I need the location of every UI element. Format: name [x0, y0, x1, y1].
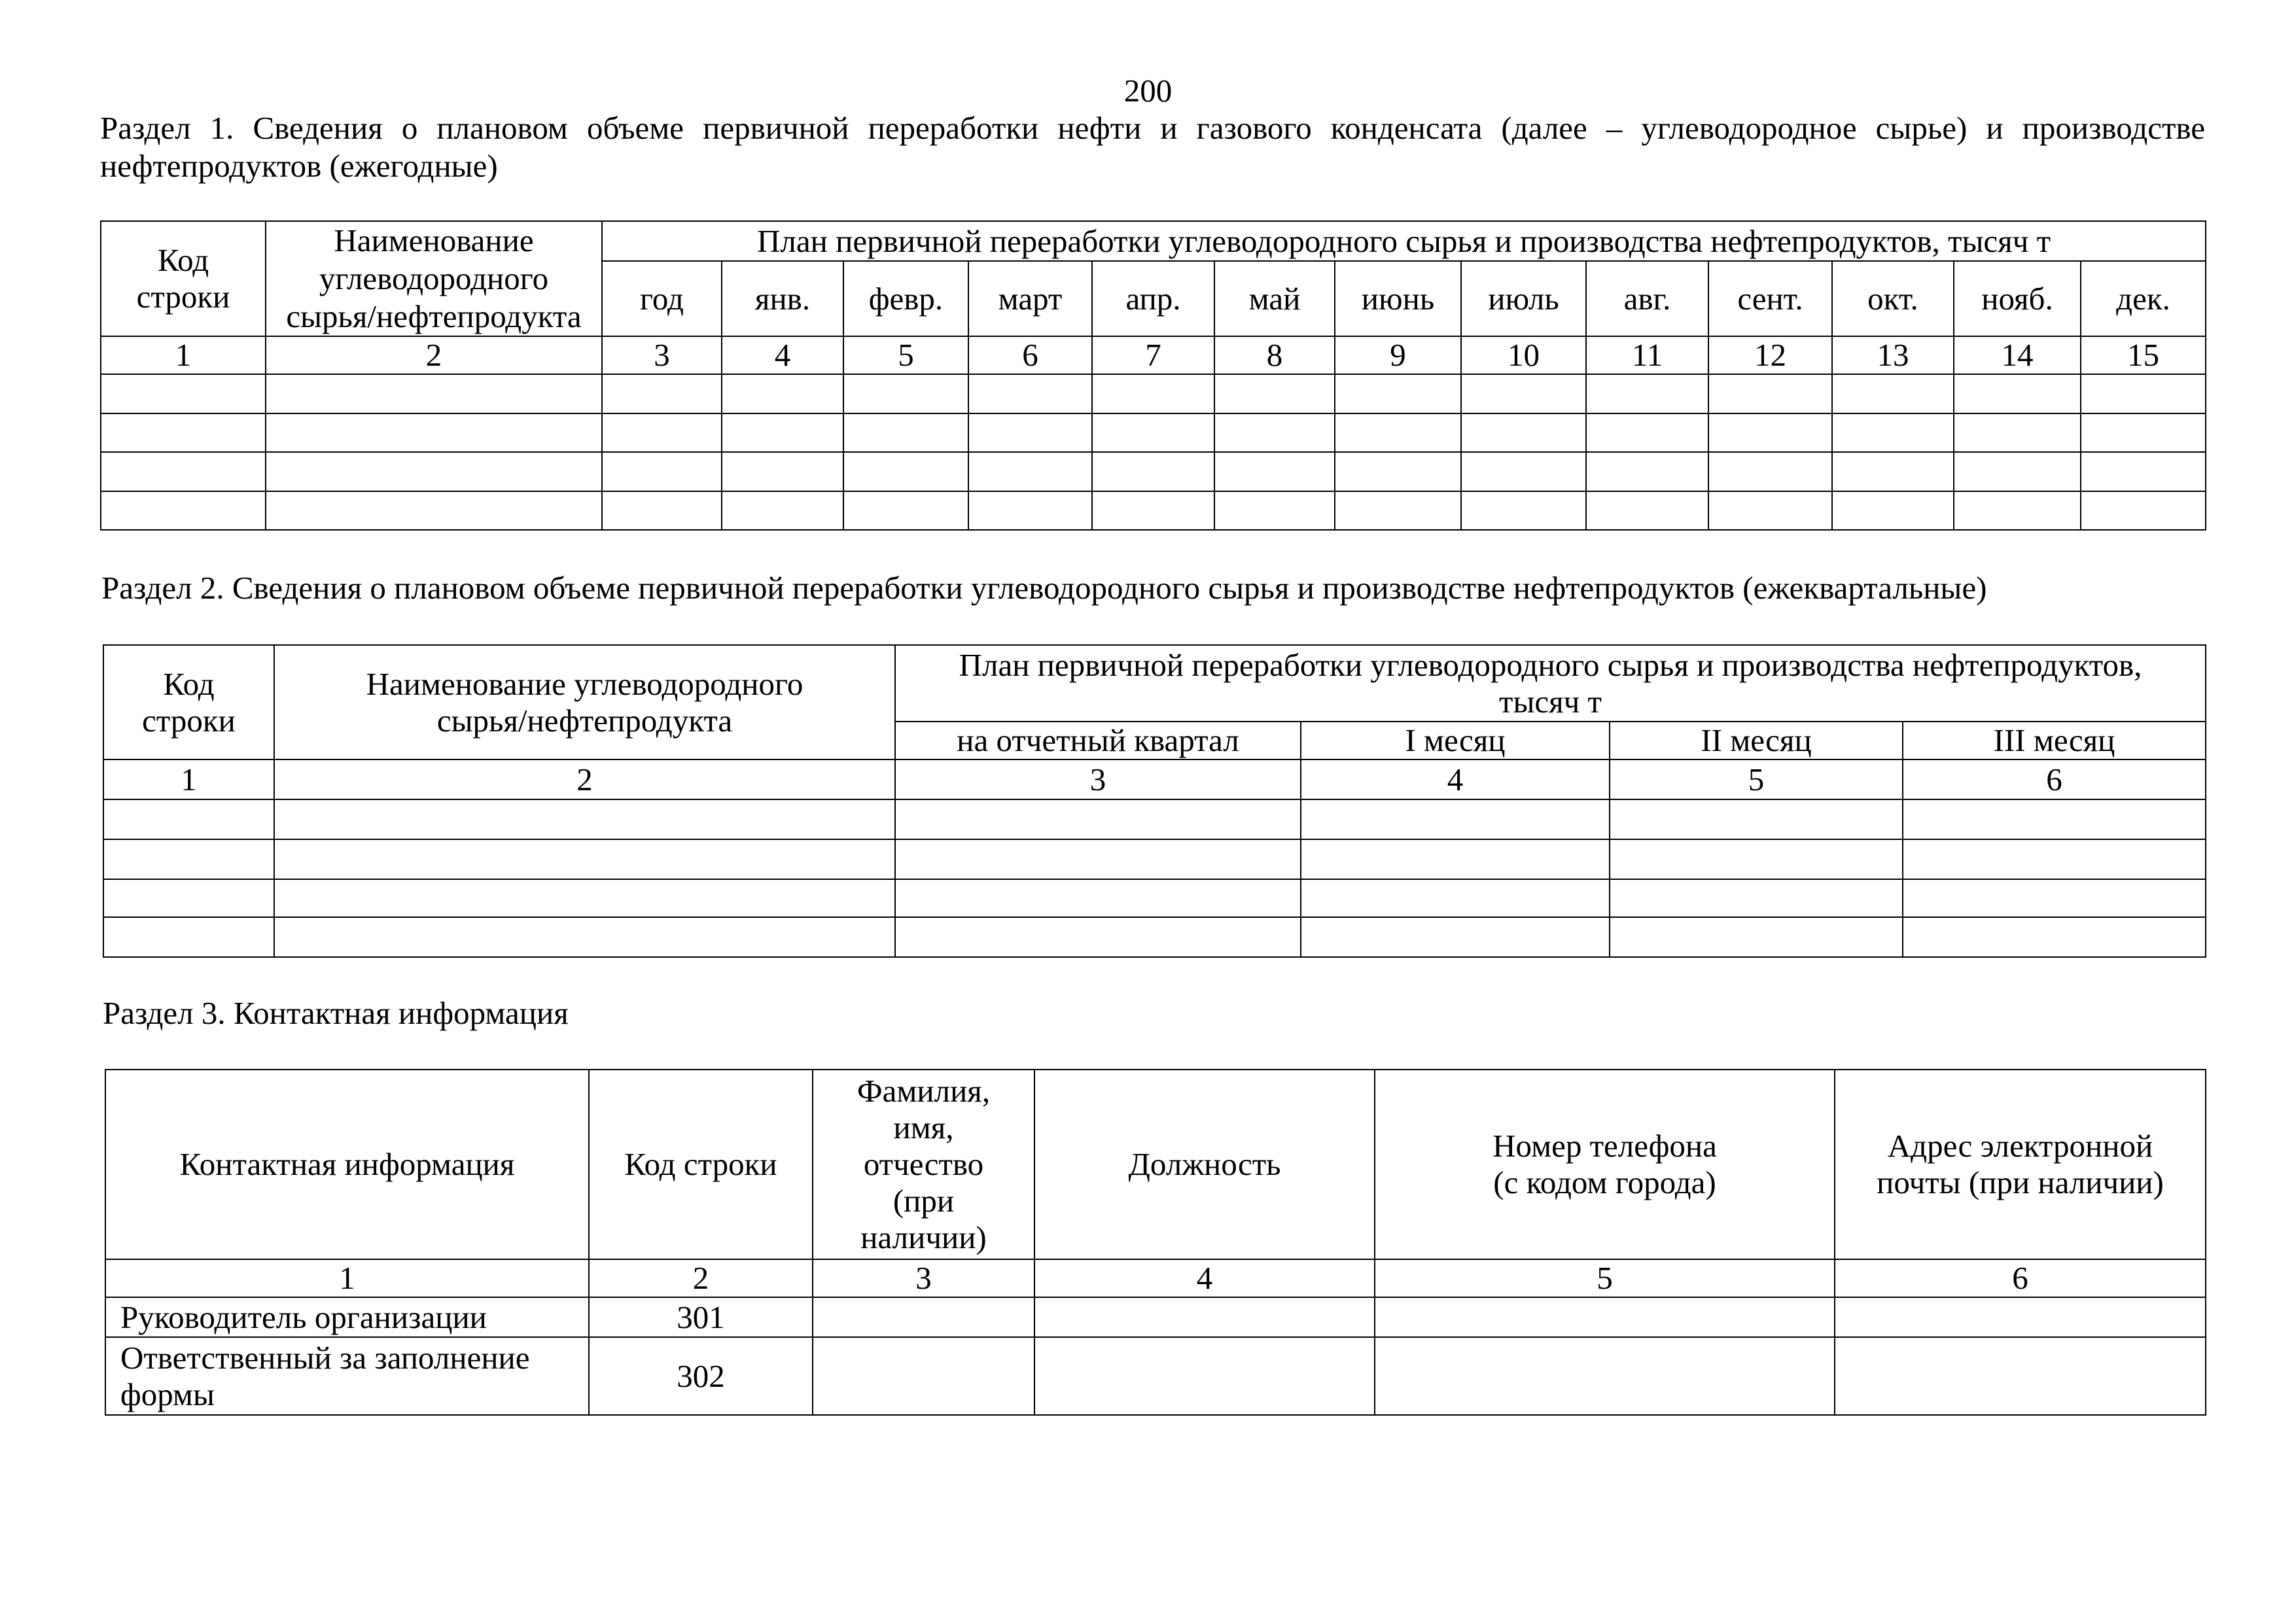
empty-cell — [813, 1337, 1034, 1415]
contact-code: 302 — [589, 1337, 813, 1415]
data-row — [101, 491, 2206, 530]
empty-cell — [1835, 1297, 2206, 1337]
empty-cell — [266, 374, 602, 413]
empty-cell — [101, 491, 266, 530]
column-number: 12 — [1708, 336, 1832, 374]
header-row — [101, 221, 2206, 261]
empty-cell — [602, 374, 722, 413]
period-header: II месяц — [1610, 722, 1903, 759]
section2-title: Раздел 2. Сведения о плановом объеме первичной переработки углеводородного сырья и производстве нефтепродуктов (ежеквартальные) — [101, 570, 1987, 606]
empty-cell — [1832, 491, 1954, 530]
empty-cell — [1092, 452, 1214, 491]
period-header: февр. — [843, 261, 968, 336]
column-number: 13 — [1832, 336, 1954, 374]
header-plan: План первичной переработки углеводородного сырья и производства нефтепродуктов, тысяч т — [602, 221, 2206, 261]
empty-cell — [1214, 491, 1335, 530]
empty-cell — [1903, 879, 2206, 917]
empty-cell — [843, 452, 968, 491]
header-position: Должность — [1034, 1070, 1375, 1259]
contact-code: 301 — [589, 1297, 813, 1337]
column-number: 2 — [266, 336, 602, 374]
empty-cell — [1708, 413, 1832, 452]
empty-cell — [1335, 452, 1461, 491]
empty-cell — [843, 491, 968, 530]
empty-cell — [1301, 839, 1610, 879]
empty-cell — [266, 491, 602, 530]
empty-cell — [1092, 413, 1214, 452]
empty-cell — [968, 491, 1092, 530]
empty-cell — [2081, 374, 2206, 413]
column-number: 6 — [1903, 759, 2206, 799]
empty-cell — [1954, 374, 2081, 413]
empty-cell — [895, 839, 1301, 879]
empty-cell — [1034, 1297, 1375, 1337]
empty-cell — [1708, 452, 1832, 491]
column-number: 6 — [968, 336, 1092, 374]
empty-cell — [1954, 491, 2081, 530]
empty-cell — [722, 491, 843, 530]
section1-title — [100, 109, 2205, 185]
period-header: июль — [1461, 261, 1586, 336]
header-code: Код строки — [101, 221, 266, 336]
period-header: сент. — [1708, 261, 1832, 336]
column-number: 11 — [1586, 336, 1708, 374]
column-number-row — [105, 1259, 2206, 1297]
column-number: 4 — [722, 336, 843, 374]
empty-cell — [1375, 1337, 1835, 1415]
column-number: 9 — [1335, 336, 1461, 374]
column-number: 2 — [589, 1259, 813, 1297]
empty-cell — [1461, 452, 1586, 491]
empty-cell — [1335, 413, 1461, 452]
empty-cell — [968, 374, 1092, 413]
empty-cell — [274, 917, 895, 957]
column-number: 14 — [1954, 336, 2081, 374]
period-header: апр. — [1092, 261, 1214, 336]
contact-label: Руководитель организации — [105, 1297, 589, 1337]
period-header: дек. — [2081, 261, 2206, 336]
empty-cell — [1586, 491, 1708, 530]
empty-cell — [722, 413, 843, 452]
empty-cell — [101, 374, 266, 413]
empty-cell — [1835, 1337, 2206, 1415]
empty-cell — [1461, 413, 1586, 452]
header-code: Код строки — [103, 645, 274, 759]
empty-cell — [1954, 413, 2081, 452]
header-email: Адрес электронной почты (при наличии) — [1835, 1070, 2206, 1259]
empty-cell — [274, 879, 895, 917]
period-header: окт. — [1832, 261, 1954, 336]
empty-cell — [1610, 917, 1903, 957]
data-row — [101, 374, 2206, 413]
empty-cell — [968, 452, 1092, 491]
empty-cell — [1708, 374, 1832, 413]
empty-cell — [1301, 917, 1610, 957]
column-number: 4 — [1301, 759, 1610, 799]
empty-cell — [1610, 839, 1903, 879]
page-number: 200 — [1123, 73, 1173, 109]
period-header: нояб. — [1954, 261, 2081, 336]
header-full-name: Фамилия, имя, отчество (при наличии) — [813, 1070, 1034, 1259]
empty-cell — [103, 799, 274, 839]
data-row — [101, 452, 2206, 491]
empty-cell — [602, 452, 722, 491]
empty-cell — [103, 917, 274, 957]
period-header: май — [1214, 261, 1335, 336]
header-contact-info: Контактная информация — [105, 1070, 589, 1259]
data-row — [103, 917, 2206, 957]
empty-cell — [2081, 452, 2206, 491]
contact-row-head — [105, 1297, 2206, 1337]
column-number: 5 — [1610, 759, 1903, 799]
empty-cell — [895, 799, 1301, 839]
column-number: 6 — [1835, 1259, 2206, 1297]
empty-cell — [1610, 799, 1903, 839]
empty-cell — [1832, 452, 1954, 491]
empty-cell — [968, 413, 1092, 452]
column-number: 8 — [1214, 336, 1335, 374]
section1-table — [100, 220, 2206, 531]
column-number: 3 — [602, 336, 722, 374]
empty-cell — [101, 413, 266, 452]
empty-cell — [843, 374, 968, 413]
column-number: 3 — [895, 759, 1301, 799]
empty-cell — [1214, 413, 1335, 452]
column-number: 15 — [2081, 336, 2206, 374]
empty-cell — [2081, 491, 2206, 530]
empty-cell — [103, 879, 274, 917]
column-number: 1 — [105, 1259, 589, 1297]
empty-cell — [1832, 374, 1954, 413]
empty-cell — [1903, 799, 2206, 839]
empty-cell — [274, 799, 895, 839]
header-plan: План первичной переработки углеводородного сырья и производства нефтепродуктов, тысяч т — [895, 645, 2206, 722]
empty-cell — [1610, 879, 1903, 917]
column-number: 4 — [1034, 1259, 1375, 1297]
column-number: 3 — [813, 1259, 1034, 1297]
empty-cell — [1954, 452, 2081, 491]
contact-table — [105, 1069, 2206, 1416]
period-header: авг. — [1586, 261, 1708, 336]
empty-cell — [1214, 452, 1335, 491]
empty-cell — [813, 1297, 1034, 1337]
empty-cell — [1375, 1297, 1835, 1337]
empty-cell — [1586, 413, 1708, 452]
empty-cell — [1214, 374, 1335, 413]
empty-cell — [266, 452, 602, 491]
empty-cell — [1586, 374, 1708, 413]
column-number: 5 — [843, 336, 968, 374]
empty-cell — [1092, 491, 1214, 530]
header-phone: Номер телефона (с кодом города) — [1375, 1070, 1835, 1259]
empty-cell — [1708, 491, 1832, 530]
empty-cell — [722, 374, 843, 413]
column-number: 1 — [103, 759, 274, 799]
empty-cell — [1903, 839, 2206, 879]
period-header: III месяц — [1903, 722, 2206, 759]
empty-cell — [1092, 374, 1214, 413]
empty-cell — [722, 452, 843, 491]
period-header: I месяц — [1301, 722, 1610, 759]
empty-cell — [101, 452, 266, 491]
data-row — [103, 799, 2206, 839]
period-header: июнь — [1335, 261, 1461, 336]
empty-cell — [266, 413, 602, 452]
column-number-row — [103, 759, 2206, 799]
empty-cell — [602, 413, 722, 452]
empty-cell — [1461, 374, 1586, 413]
empty-cell — [103, 839, 274, 879]
period-header: год — [602, 261, 722, 336]
section3-title: Раздел 3. Контактная информация — [103, 995, 569, 1031]
period-header: на отчетный квартал — [895, 722, 1301, 759]
empty-cell — [2081, 413, 2206, 452]
column-number: 2 — [274, 759, 895, 799]
header-row-code: Код строки — [589, 1070, 813, 1259]
contact-label: Ответственный за заполнение формы — [105, 1337, 589, 1415]
data-row — [103, 879, 2206, 917]
empty-cell — [1903, 917, 2206, 957]
empty-cell — [1832, 413, 1954, 452]
section2-table — [103, 644, 2206, 958]
empty-cell — [1335, 374, 1461, 413]
empty-cell — [1461, 491, 1586, 530]
period-header: янв. — [722, 261, 843, 336]
empty-cell — [895, 879, 1301, 917]
empty-cell — [1586, 452, 1708, 491]
data-row — [103, 839, 2206, 879]
empty-cell — [895, 917, 1301, 957]
header-row — [105, 1070, 2206, 1259]
empty-cell — [1034, 1337, 1375, 1415]
empty-cell — [274, 839, 895, 879]
header-name: Наименование углеводородного сырья/нефтепродукта — [274, 645, 895, 759]
header-row — [103, 645, 2206, 722]
column-number: 5 — [1375, 1259, 1835, 1297]
empty-cell — [1301, 799, 1610, 839]
period-header: март — [968, 261, 1092, 336]
column-number: 10 — [1461, 336, 1586, 374]
empty-cell — [843, 413, 968, 452]
column-number-row — [101, 336, 2206, 374]
empty-cell — [1301, 879, 1610, 917]
contact-row-responsible — [105, 1337, 2206, 1415]
section1-title-line1: Раздел 1. Сведения о плановом объеме первичной переработки нефти и газового конденсата (далее – углеводородное сырье) и производстве — [100, 110, 2205, 146]
data-row — [101, 413, 2206, 452]
empty-cell — [1335, 491, 1461, 530]
column-number: 1 — [101, 336, 266, 374]
column-number: 7 — [1092, 336, 1214, 374]
header-name: Наименование углеводородного сырья/нефтепродукта — [266, 221, 602, 336]
section1-title-line2: нефтепродуктов (ежегодные) — [100, 148, 498, 184]
empty-cell — [602, 491, 722, 530]
